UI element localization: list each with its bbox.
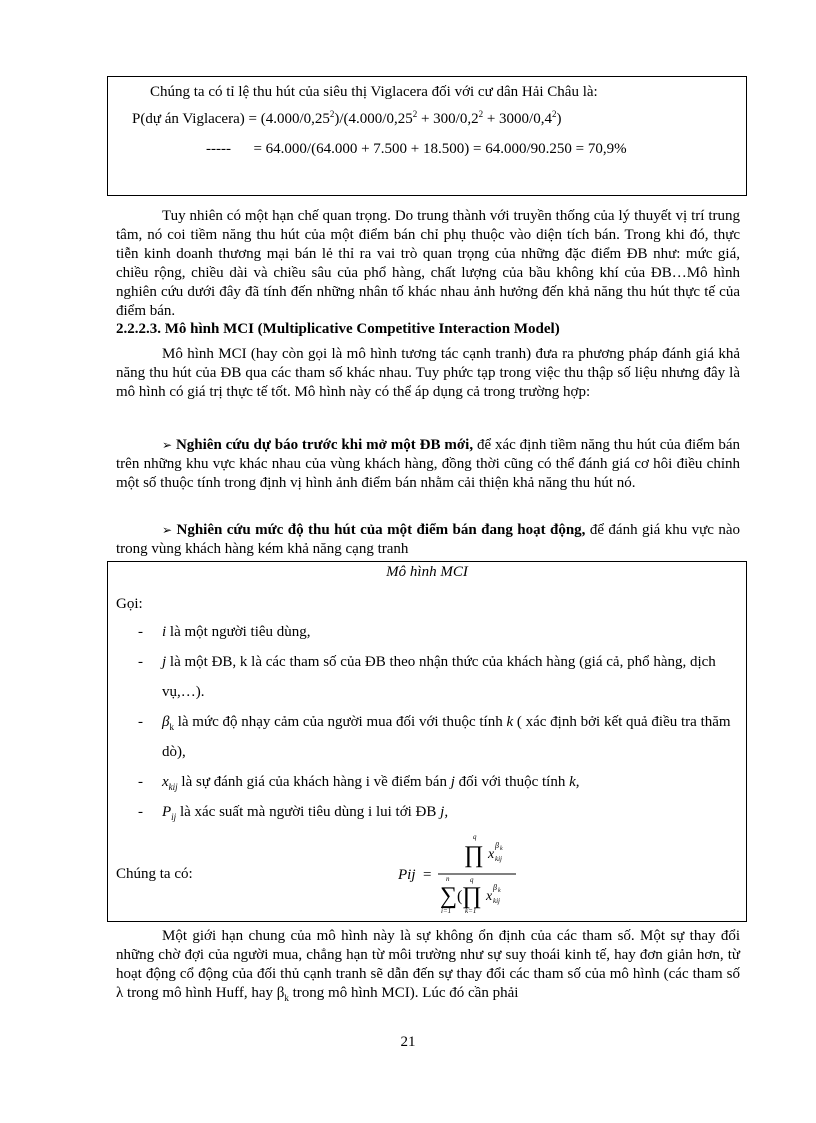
calc-intro: Chúng ta có tỉ lệ thu hút của siêu thị Viglacera đối với cư dân Hải Châu là: [150, 84, 598, 100]
formula-sum-lower: i=1 [441, 907, 452, 914]
formula-x-sub-2: kij [493, 897, 500, 905]
formula-lhs: Pij [398, 867, 416, 883]
formula-prod2-upper: q [470, 876, 474, 884]
formula-beta-sub: k [500, 846, 503, 852]
mci-box-title: Mô hình MCI [386, 564, 468, 580]
calc-formula-line: P(dự án Viglacera) = $(4.000/0,25^2)/(4.000/0,25^2 + 300/0,2^2 + 3000/0,4^2)$ [132, 109, 562, 127]
bullet-forecast: ➢ Nghiên cứu dự báo trước khi mở một ĐB mới, để xác định tiềm năng thu hút của điểm bán trên những khu vực khác nhau của vùng khách hàng, đồng thời cũng có thể đánh giá cơ hôi điều chỉnh một số thuộc tính trong định vị hình ảnh điểm bán nhằm cải thiện khả năng thu hút nó. [116, 437, 740, 491]
calc-result-line: ----- = 64.000/(64.000 + 7.500 + 18.500) = 64.000/90.250 = 70,9% [206, 141, 627, 157]
calculation-box [107, 76, 747, 196]
mci-model-box: Mô hình MCI Gọi: - i là một người tiêu dùng, - j là một ĐB, k là các tham số của ĐB theo nhận thức của khách hàng (giá cả, phổ hàng, dịch vụ,…). - $\beta_k$ là mức độ nhạy cảm của người mua đối với thuộc tính k ( xác định bởi kết quả điều tra thăm dò), - $x_{kij}$ là sự đánh giá của khách hàng i về điểm bán j đối với thuộc tính k, - $P_{ij}$ là xác suất mà người tiêu dùng i lui tới ĐB j, Chúng ta có: Pij = q ∏ x β k kij n ∑ i=1 ( q ∏ k=1 x β k kij [107, 561, 747, 922]
formula-sum: ∑ [440, 883, 458, 909]
formula-prod2-lower: k=1 [465, 907, 477, 914]
formula-sum-upper: n [446, 875, 450, 883]
bullet-current: ➢ Nghiên cứu mức độ thu hút của một điểm bán đang hoạt động, để đánh giá khu vực nào trong vùng khách hàng kém khả năng cạng tranh [116, 522, 741, 557]
formula-upper-limit: q [473, 834, 477, 841]
definitions-label: Gọi: [116, 596, 143, 612]
formula-x-2: x [486, 889, 493, 904]
formula-x-sub: kij [495, 855, 502, 863]
formula-label: Chúng ta có: [116, 866, 193, 882]
formula-product: ∏ [464, 842, 484, 868]
section-heading: 2.2.2.3. Mô hình MCI (Multiplicative Competitive Interaction Model) [116, 321, 560, 337]
arrow-bullet-icon: ➢ [162, 523, 173, 537]
mci-formula [398, 834, 558, 914]
paragraph-general-limitation: Một giới hạn chung của mô hình này là sự không ổn định của các tham số. Một sự thay đổi những chờ đợi của người mua, chẳng hạn từ môi trường như sự suy thoái kinh tế, hay đơn giản hơn, từ hoạt động cổ động của đối thủ cạnh tranh sẽ dẫn đến sự thay đổi các tham số của mô hình (các tham số λ trong mô hình Huff, hay $\beta_k$ trong mô hình MCI). Lúc đó cần phải [116, 928, 740, 1003]
formula-beta-sub-2: k [498, 888, 501, 894]
arrow-bullet-icon: ➢ [162, 438, 173, 452]
paragraph-limitation: Tuy nhiên có một hạn chế quan trọng. Do trung thành với truyền thống của lý thuyết vị trí trung tâm, nó coi tiềm năng thu hút của một điểm bán chỉ phụ thuộc vào diện tích bán. Trong khi đó, thực tiễn kinh doanh thương mại bán lẻ thỉ ra vai trò quan trọng của những đặc điểm ĐB như: mức giá, chiều rộng, chiều dài và chiều sâu của phổ hàng, chất lượng của bầu không khí của ĐB…Mô hình nghiên cứu dưới đây đã tính đến những nhân tố khác nhau ảnh hưởng đến khả năng thu hút thực tế của điểm bán. [116, 208, 740, 319]
formula-beta-2: β [493, 883, 497, 892]
formula-paren: ( [457, 888, 463, 905]
formula-equals: = [423, 867, 432, 883]
formula-x: x [488, 847, 495, 862]
formula-product-2: ∏ [462, 883, 482, 909]
page-number: 21 [400, 1034, 416, 1050]
formula-beta: β [495, 841, 499, 850]
paragraph-mci-intro: Mô hình MCI (hay còn gọi là mô hình tương tác cạnh tranh) đưa ra phương pháp đánh giá khả năng thu hút của ĐB qua các tham số khác nhau. Tuy phức tạp trong việc thu thập số liệu nhưng đây là mô hình có giá trị thực tế tốt. Mô hình này có thể áp dụng cả trong trường hợp: [116, 346, 740, 400]
